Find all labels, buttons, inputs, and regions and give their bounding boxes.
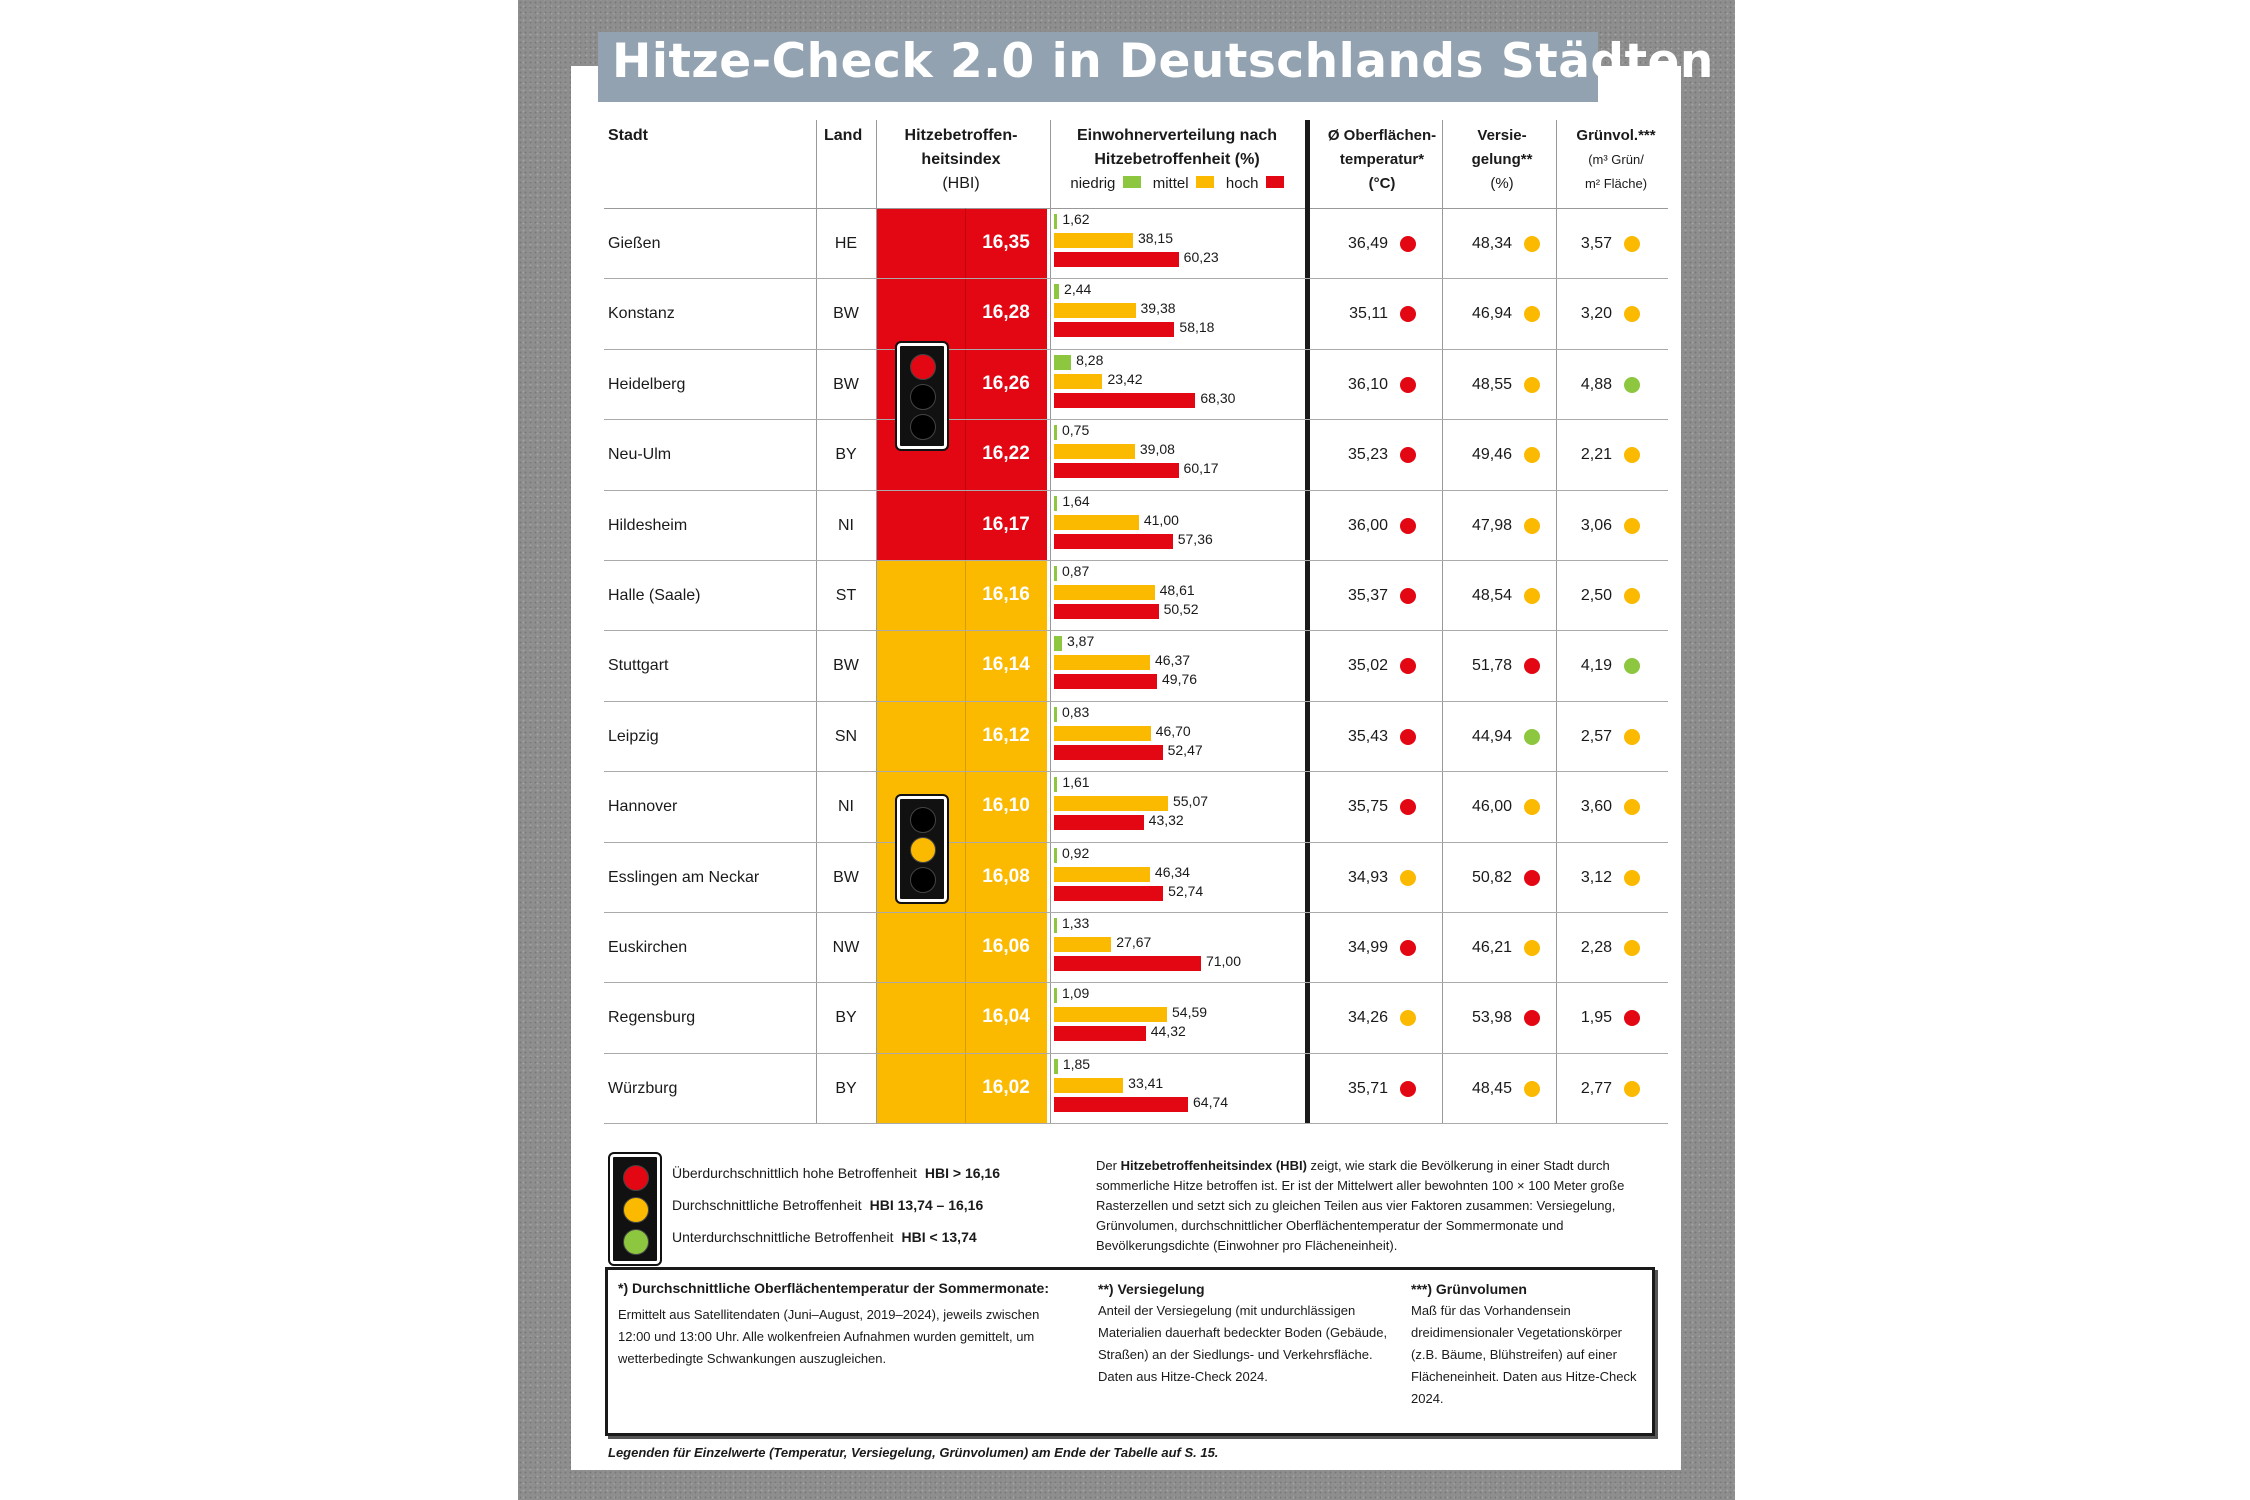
- header-city: Stadt: [608, 127, 648, 144]
- state-code: BY: [835, 1009, 857, 1027]
- hbi-value: 16,04: [982, 1006, 1030, 1028]
- bar-mid: [1054, 585, 1155, 600]
- state-code: BW: [833, 305, 859, 323]
- city-name: Leipzig: [608, 727, 659, 745]
- temperature-indicator: [1400, 588, 1416, 604]
- light-off: [910, 867, 936, 893]
- bar-low: [1054, 707, 1057, 722]
- bar-low: [1054, 214, 1057, 229]
- city-name: Heidelberg: [608, 375, 686, 393]
- sealing-value: 46,21: [1471, 939, 1512, 956]
- light-off: [910, 384, 936, 410]
- temperature-value: 34,99: [1347, 939, 1388, 956]
- bar-high: [1054, 604, 1159, 619]
- footnote-sealing: [1098, 1278, 1388, 1388]
- row-divider: [604, 1053, 1668, 1054]
- header-seal-line2: gelung**: [1471, 151, 1533, 168]
- bar-label-mid: 46,70: [1155, 722, 1191, 739]
- sealing-indicator: [1524, 377, 1540, 393]
- bar-mid: [1054, 1007, 1167, 1022]
- bar-mid: [1054, 937, 1111, 952]
- explanation-rest: zeigt, wie stark die Bevölkerung in einer Stadt durch sommerliche Hitze betroffen ist. Er ist der Mittelwert aller bewohnten 100 × 100 Meter große Rasterzellen und setzt sich zu gleichen Teilen aus vier Faktoren zusammen: Versiegelung, Grünvolumen, durchschnittlicher Oberflächentemperatur der Sommermonate und Bevölkerungsdichte (Einwohner pro Flächeneinheit).: [1096, 1158, 1625, 1253]
- bar-low: [1054, 848, 1057, 863]
- header-dist-line2: Hitzebetroffenheit (%): [1094, 151, 1260, 168]
- hbi-value: 16,14: [982, 654, 1030, 676]
- bar-label-high: 43,32: [1148, 812, 1184, 829]
- state-code: ST: [835, 587, 857, 604]
- sealing-indicator: [1524, 1081, 1540, 1097]
- bar-label-low: 3,87: [1067, 633, 1095, 650]
- bar-low: [1054, 636, 1062, 651]
- page-title: Hitze-Check 2.0 in Deutschlands Städten: [612, 34, 1714, 89]
- bar-low: [1054, 777, 1057, 792]
- footnote-box: [605, 1267, 1655, 1436]
- sealing-indicator: [1524, 518, 1540, 534]
- header-state: Land: [824, 127, 863, 144]
- bar-label-mid: 46,34: [1154, 863, 1190, 880]
- bar-label-high: 50,52: [1163, 601, 1199, 617]
- bar-high: [1054, 1026, 1146, 1041]
- legend-low-value: HBI < 13,74: [901, 1229, 977, 1245]
- bar-mid: [1054, 796, 1168, 811]
- column-divider-bold: [1305, 120, 1310, 1123]
- state-code: NW: [832, 939, 860, 956]
- column-divider: [816, 120, 817, 1123]
- bar-label-high: 64,74: [1193, 1093, 1229, 1110]
- bar-low: [1054, 425, 1057, 440]
- legend-high: [672, 1163, 1000, 1183]
- state-code: NI: [838, 798, 854, 816]
- sealing-indicator: [1524, 940, 1540, 956]
- city-name: Halle (Saale): [608, 587, 701, 604]
- bar-label-low: 8,28: [1076, 351, 1104, 368]
- header-distribution: [1052, 124, 1302, 196]
- temperature-value: 34,26: [1347, 1009, 1388, 1027]
- row-divider: [604, 982, 1668, 983]
- hbi-value: 16,02: [982, 1076, 1030, 1098]
- legend-low: [672, 1227, 977, 1247]
- green-volume-value: 2,28: [1580, 939, 1612, 956]
- hbi-value: 16,26: [982, 372, 1030, 394]
- header-temp-line2: temperatur*: [1339, 151, 1425, 168]
- bar-label-mid: 55,07: [1172, 793, 1209, 810]
- bar-high: [1054, 674, 1157, 689]
- bar-label-high: 57,36: [1177, 530, 1213, 547]
- bar-label-low: 1,62: [1062, 211, 1090, 227]
- temperature-indicator: [1400, 236, 1416, 252]
- white-sheet: [571, 66, 1681, 1470]
- header-temp-line3: (°C): [1368, 175, 1396, 192]
- row-divider: [604, 912, 1668, 913]
- bar-label-low: 1,33: [1062, 915, 1090, 931]
- hbi-value: 16,06: [982, 936, 1030, 957]
- temperature-value: 35,11: [1349, 305, 1388, 323]
- column-divider: [876, 120, 877, 1123]
- hbi-value: 16,35: [982, 232, 1030, 253]
- bar-high: [1054, 534, 1173, 549]
- column-divider: [1442, 120, 1443, 1123]
- state-code: HE: [834, 235, 858, 252]
- row-divider: [604, 771, 1668, 772]
- hbi-value: 16,12: [982, 724, 1030, 746]
- bar-high: [1054, 745, 1163, 760]
- bar-label-mid: 39,08: [1139, 441, 1175, 458]
- green-volume-value: 2,77: [1580, 1079, 1612, 1097]
- light-red: [623, 1165, 649, 1191]
- light-red-on: [910, 354, 936, 380]
- legend-high-text: Überdurchschnittlich hohe Betroffenheit: [672, 1165, 917, 1181]
- legend-mid-label: mittel: [1152, 175, 1189, 192]
- bar-mid: [1054, 444, 1135, 459]
- legend-high-value: HBI > 16,16: [924, 1165, 1000, 1181]
- green-volume-value: 1,95: [1580, 1009, 1612, 1027]
- header-seal-line3: (%): [1490, 175, 1514, 192]
- explanation-pre: Der: [1096, 1158, 1121, 1173]
- row-divider: [604, 560, 1668, 561]
- footnote-temperature: [618, 1278, 1058, 1370]
- traffic-light-orange-icon: [897, 796, 947, 902]
- city-name: Gießen: [608, 235, 661, 252]
- footnote-seal-title: **) Versiegelung: [1098, 1281, 1205, 1297]
- legend-mid: [672, 1195, 983, 1215]
- green-volume-value: 2,50: [1580, 587, 1612, 604]
- temperature-value: 36,49: [1347, 235, 1388, 252]
- bar-label-low: 1,61: [1062, 774, 1090, 791]
- city-name: Hannover: [608, 798, 678, 816]
- bar-mid: [1054, 726, 1151, 741]
- sealing-indicator: [1524, 870, 1540, 886]
- bar-label-low: 1,85: [1062, 1055, 1091, 1072]
- header-seal-line1: Versie-: [1477, 127, 1527, 144]
- footnote-seal-text: Anteil der Versiegelung (mit undurchlässigen Materialien dauerhaft bedeckter Boden (Gebäude, Straßen) an der Siedlungs- und Verkehrsfläche. Daten aus Hitze-Check 2024.: [1098, 1303, 1388, 1384]
- light-green: [623, 1229, 649, 1255]
- bar-mid: [1054, 374, 1102, 389]
- bar-label-mid: 23,42: [1107, 370, 1143, 387]
- temperature-indicator: [1400, 377, 1416, 393]
- legend-high-label: hoch: [1225, 175, 1259, 192]
- header-green: [1560, 124, 1672, 196]
- hbi-value: 16,28: [982, 302, 1030, 324]
- bar-label-mid: 39,38: [1140, 300, 1176, 317]
- footnote-green-text: Maß für das Vorhandensein dreidimensionaler Vegetationskörper (z.B. Bäume, Blühstreifen) auf einer Flächeneinheit. Daten aus Hitze-Check 2024.: [1411, 1303, 1637, 1406]
- bar-label-mid: 46,37: [1154, 652, 1191, 669]
- header-hbi-line1: Hitzebetroffen-: [904, 127, 1018, 144]
- sealing-value: 46,94: [1471, 305, 1512, 323]
- footnote-temp-text: Ermittelt aus Satellitendaten (Juni–August, 2019–2024), jeweils zwischen 12:00 und 13:00 Uhr. Alle wolkenfreien Aufnahmen wurden gemittelt, um wetterbedingte Schwankungen auszugleichen.: [618, 1307, 1040, 1366]
- city-name: Esslingen am Neckar: [608, 868, 760, 886]
- bar-mid: [1054, 867, 1150, 882]
- bar-label-low: 0,83: [1062, 703, 1090, 720]
- bar-low: [1054, 918, 1057, 933]
- green-volume-value: 2,57: [1580, 727, 1612, 745]
- sealing-value: 49,46: [1471, 446, 1512, 464]
- city-name: Neu-Ulm: [608, 446, 672, 464]
- green-volume-value: 3,57: [1580, 235, 1612, 252]
- green-volume-value: 4,19: [1580, 657, 1612, 675]
- legend-high-swatch: [1266, 176, 1284, 188]
- bar-label-low: 1,09: [1062, 985, 1090, 1002]
- sealing-value: 47,98: [1471, 516, 1512, 534]
- legend-traffic-light-icon: [610, 1154, 660, 1264]
- green-volume-indicator: [1624, 940, 1640, 956]
- green-volume-indicator: [1624, 588, 1640, 604]
- sealing-indicator: [1524, 588, 1540, 604]
- temperature-value: 36,10: [1347, 375, 1388, 393]
- bar-low: [1054, 355, 1071, 370]
- city-name: Regensburg: [608, 1009, 696, 1027]
- sealing-value: 53,98: [1471, 1009, 1512, 1027]
- temperature-indicator: [1400, 518, 1416, 534]
- light-orange-on: [910, 837, 936, 863]
- bar-mid: [1054, 1078, 1123, 1093]
- sealing-value: 48,34: [1471, 235, 1512, 252]
- temperature-indicator: [1400, 870, 1416, 886]
- header-dist-line1: Einwohnerverteilung nach: [1076, 127, 1278, 144]
- bar-label-high: 68,30: [1200, 389, 1236, 406]
- bar-high: [1054, 322, 1174, 337]
- hbi-value: 16,08: [982, 865, 1030, 887]
- legend-mid-value: HBI 13,74 – 16,16: [869, 1197, 984, 1213]
- explanation-bold: Hitzebetroffenheitsindex (HBI): [1120, 1158, 1307, 1173]
- row-divider: [604, 1123, 1668, 1124]
- bar-high: [1054, 1097, 1188, 1112]
- column-divider: [1050, 120, 1051, 1123]
- column-divider: [1556, 120, 1557, 1123]
- header-hbi: [876, 124, 1046, 196]
- legend-low-label: niedrig: [1070, 175, 1116, 192]
- state-code: BW: [833, 868, 859, 886]
- temperature-indicator: [1400, 729, 1416, 745]
- row-divider: [604, 490, 1668, 491]
- legend-mid-swatch: [1196, 176, 1214, 188]
- city-name: Euskirchen: [608, 939, 688, 956]
- green-volume-value: 4,88: [1580, 375, 1612, 393]
- bar-label-mid: 41,00: [1143, 511, 1179, 528]
- temperature-value: 35,37: [1347, 587, 1388, 604]
- temperature-indicator: [1400, 1081, 1416, 1097]
- sealing-value: 51,78: [1471, 657, 1512, 675]
- bar-label-high: 52,47: [1167, 741, 1203, 758]
- header-sealing: [1446, 124, 1558, 196]
- bar-low: [1054, 988, 1057, 1003]
- green-volume-value: 3,60: [1580, 798, 1612, 816]
- hbi-explanation: [1096, 1156, 1656, 1256]
- temperature-value: 35,23: [1347, 446, 1388, 464]
- green-volume-indicator: [1624, 518, 1640, 534]
- header-green-line1: Grünvol.***: [1576, 127, 1656, 144]
- header-hbi-line2: heitsindex: [921, 151, 1001, 168]
- bar-high: [1054, 463, 1179, 478]
- bar-label-high: 49,76: [1162, 671, 1198, 688]
- green-volume-indicator: [1624, 729, 1640, 745]
- bar-label-high: 52,74: [1168, 882, 1204, 899]
- bar-label-high: 60,23: [1183, 249, 1219, 265]
- bar-label-low: 0,75: [1062, 422, 1090, 439]
- bar-label-mid: 27,67: [1116, 934, 1152, 950]
- bar-label-mid: 54,59: [1172, 1004, 1208, 1021]
- state-code: BW: [833, 657, 859, 675]
- legend-low-swatch: [1123, 176, 1141, 188]
- sealing-value: 48,55: [1471, 375, 1512, 393]
- header-temp-line1: Ø Oberflächen-: [1327, 127, 1437, 144]
- row-divider: [604, 630, 1668, 631]
- row-divider: [604, 278, 1668, 279]
- city-name: Stuttgart: [608, 657, 669, 675]
- bar-label-high: 60,17: [1183, 460, 1219, 477]
- temperature-value: 36,00: [1347, 516, 1388, 534]
- bar-low: [1054, 284, 1059, 299]
- state-code: BW: [833, 375, 859, 393]
- bar-high: [1054, 252, 1179, 267]
- temperature-value: 35,75: [1347, 798, 1388, 816]
- bar-mid: [1054, 233, 1133, 248]
- bar-label-mid: 33,41: [1128, 1074, 1164, 1091]
- header-green-line2: (m³ Grün/: [1588, 152, 1644, 167]
- sealing-value: 44,94: [1471, 727, 1512, 745]
- sealing-indicator: [1524, 236, 1540, 252]
- green-volume-value: 3,12: [1580, 868, 1612, 886]
- bar-label-low: 0,92: [1062, 844, 1090, 861]
- bar-label-high: 44,32: [1150, 1023, 1186, 1040]
- traffic-light-red-icon: [897, 343, 947, 449]
- header-temperature: [1320, 124, 1444, 196]
- city-name: Konstanz: [608, 305, 675, 323]
- bar-low: [1054, 496, 1057, 511]
- temperature-value: 34,93: [1347, 868, 1388, 886]
- bar-label-mid: 48,61: [1159, 582, 1195, 598]
- footnote-green-title: ***) Grünvolumen: [1411, 1281, 1527, 1297]
- green-volume-value: 2,21: [1580, 446, 1612, 464]
- city-name: Würzburg: [608, 1079, 678, 1097]
- bar-label-low: 1,64: [1062, 492, 1090, 509]
- bar-high: [1054, 956, 1201, 971]
- footnote-green: [1411, 1278, 1641, 1410]
- bar-label-high: 71,00: [1205, 953, 1242, 969]
- light-off: [910, 414, 936, 440]
- temperature-indicator: [1400, 940, 1416, 956]
- temperature-value: 35,02: [1347, 657, 1388, 675]
- header-hbi-line3: (HBI): [942, 175, 980, 192]
- header-dist-legend: [1052, 172, 1302, 196]
- green-volume-indicator: [1624, 236, 1640, 252]
- green-volume-indicator: [1624, 1081, 1640, 1097]
- state-code: SN: [834, 727, 858, 745]
- bar-low: [1054, 566, 1057, 581]
- sealing-value: 48,45: [1471, 1079, 1512, 1097]
- bar-high: [1054, 393, 1195, 408]
- state-code: BY: [835, 1079, 857, 1097]
- bar-high: [1054, 815, 1144, 830]
- bar-mid: [1054, 655, 1150, 670]
- state-code: NI: [838, 516, 854, 534]
- hbi-value: 16,22: [982, 443, 1030, 465]
- bar-low: [1054, 1059, 1058, 1074]
- hbi-value: 16,10: [982, 795, 1030, 817]
- bar-label-low: 0,87: [1062, 563, 1090, 579]
- row-divider: [604, 349, 1668, 350]
- legend-low-text: Unterdurchschnittliche Betroffenheit: [672, 1229, 894, 1245]
- light-off: [910, 807, 936, 833]
- sealing-indicator: [1524, 729, 1540, 745]
- green-volume-indicator: [1624, 377, 1640, 393]
- header-divider: [604, 208, 1668, 209]
- hbi-value: 16,16: [982, 584, 1030, 605]
- temperature-value: 35,71: [1347, 1079, 1388, 1097]
- city-name: Hildesheim: [608, 516, 688, 534]
- hbi-value: 16,17: [982, 513, 1030, 535]
- header-green-line3: m² Fläche): [1584, 176, 1648, 191]
- temperature-value: 35,43: [1347, 727, 1388, 745]
- green-volume-value: 3,20: [1580, 305, 1612, 323]
- light-orange: [623, 1197, 649, 1223]
- sealing-value: 48,54: [1471, 587, 1512, 604]
- footnote-temp-title: *) Durchschnittliche Oberflächentemperatur der Sommermonate:: [618, 1280, 1049, 1296]
- sealing-value: 50,82: [1471, 868, 1512, 886]
- bar-label-low: 2,44: [1064, 281, 1092, 298]
- bar-mid: [1054, 515, 1139, 530]
- footer-note: Legenden für Einzelwerte (Temperatur, Versiegelung, Grünvolumen) am Ende der Tabelle auf S. 15.: [608, 1445, 1219, 1460]
- row-divider: [604, 701, 1668, 702]
- row-divider: [604, 419, 1668, 420]
- bar-high: [1054, 886, 1163, 901]
- green-volume-value: 3,06: [1580, 516, 1612, 534]
- bar-mid: [1054, 303, 1136, 318]
- sealing-value: 46,00: [1471, 798, 1512, 816]
- green-volume-indicator: [1624, 870, 1640, 886]
- bar-label-mid: 38,15: [1137, 230, 1174, 246]
- state-code: BY: [835, 446, 857, 464]
- bar-label-high: 58,18: [1179, 319, 1215, 336]
- row-divider: [604, 842, 1668, 843]
- legend-mid-text: Durchschnittliche Betroffenheit: [672, 1197, 862, 1213]
